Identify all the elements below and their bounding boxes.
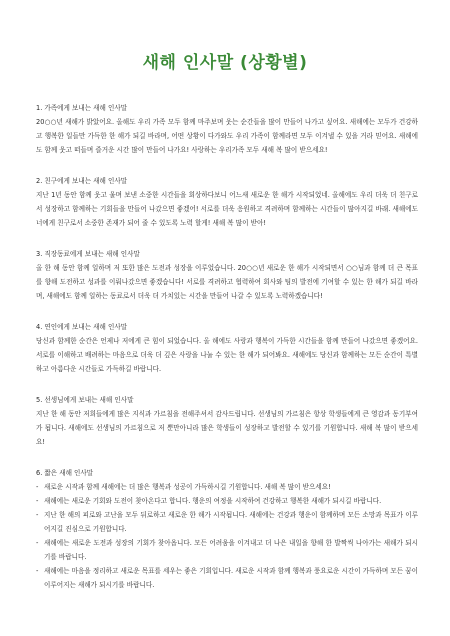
section-family bbox=[36, 101, 418, 157]
section-paragraph: 지난 한 해 동안 저희들에게 많은 지식과 가르침을 전해주셔서 감사드립니다. 선생님의 가르침은 항상 학생들에게 큰 영감과 동기부여가 됩니다. 새해에도 선생님의 가르침으로 저 뿐만아니라 많은 학생들이 성장하고 발전할 수 있기를 기원합니다. 새해 복 많이 받으세요! bbox=[36, 410, 418, 446]
section-heading: 3. 직장동료에게 보내는 새해 인사말 bbox=[36, 250, 140, 258]
section-lover bbox=[36, 320, 418, 376]
section-short bbox=[36, 466, 418, 592]
section-paragraph: 20○○년 새해가 밝았어요. 올해도 우리 가족 모두 함께 마주보며 웃는 순간들을 많이 만들어 나가고 싶어요. 새해에는 모두가 건강하고 행복한 일들만 가득한 한 해가 되길 바라며, 어떤 상황이 다가와도 우리 가족이 함께라면 모두 이겨낼 수 있을 거라 믿어요. 새해에도 함께 웃고 떠들며 즐거운 시간 많이 만들어 나가요! 사랑하는 우리가족 모두 새해 복 많이 받으세요! bbox=[36, 118, 418, 154]
section-heading: 4. 연인에게 보내는 새해 인사말 bbox=[36, 323, 128, 331]
list-item: - 새해에는 새로운 도전과 성장의 기회가 찾아옵니다. 모든 어려움을 이겨내고 더 나은 내일을 향해 한 발짝씩 나아가는 새해가 되시기를 바랍니다. bbox=[36, 536, 418, 564]
section-paragraph: 당신과 함께한 순간은 언제나 저에게 큰 힘이 되었습니다. 올 해에도 사랑과 행복이 가득한 시간들을 함께 만들어 나갔으면 좋겠어요. 서로를 이해하고 배려하는 마음으로 더욱 더 깊은 사랑을 나눌 수 있는 한 해가 되어봐요. 새해에도 당신과 함께하는 모든 순간이 특별하고 아름다운 시간들로 가득하길 바랍니다. bbox=[36, 337, 418, 373]
section-heading: 5. 선생님에게 보내는 새해 인사말 bbox=[36, 396, 134, 404]
section-coworker bbox=[36, 247, 418, 303]
section-heading: 6. 짧은 새해 인사말 bbox=[36, 469, 94, 477]
list-item: - 새해에는 마음을 정리하고 새로운 목표를 세우는 좋은 기회입니다. 새로운 시작과 함께 행복과 풍요로운 시간이 가득하며 모든 꿈이 이루어지는 새해가 되시기를 바랍니다. bbox=[36, 564, 418, 592]
section-heading: 2. 친구에게 보내는 새해 인사말 bbox=[36, 177, 128, 185]
document-body bbox=[36, 101, 418, 609]
short-greetings-list bbox=[36, 480, 418, 592]
list-item: - 지난 한 해의 피로와 고난을 모두 뒤로하고 새로운 한 해가 시작됩니다. 새해에는 건강과 행운이 함께하며 모든 소망과 목표가 이루어지길 진심으로 기원합니다. bbox=[36, 508, 418, 536]
section-teacher bbox=[36, 393, 418, 449]
list-item: - 새해에는 새로운 기회와 도전이 찾아온다고 합니다. 행운의 여정을 시작하여 건강하고 행복한 새해가 되시길 바랍니다. bbox=[36, 494, 418, 508]
list-item: - 새로운 시작과 함께 새해에는 더 많은 행복과 성공이 가득하시길 기원합니다. 새해 복 많이 받으세요! bbox=[36, 480, 418, 494]
section-paragraph: 올 한 해 동안 함께 일하며 저 또한 많은 도전과 성장을 이루었습니다. 20○○년 새로운 한 해가 시작되면서 ○○님과 함께 더 큰 목표를 향해 도전하고 성과를 이뤄나갔으면 좋겠습니다! 서로를 격려하고 협력하여 회사와 팀의 발전에 기여할 수 있는 한 해가 되길 바라며, 새해에도 함께 일하는 동료로서 더욱 더 가치있는 시간을 만들어 나갈 수 있도록 노력하겠습니다! bbox=[36, 264, 418, 300]
section-friend bbox=[36, 174, 418, 230]
document-title: 새해 인사말 (상황별) bbox=[142, 53, 308, 73]
section-heading: 1. 가족에게 보내는 새해 인사말 bbox=[36, 104, 128, 112]
section-paragraph: 지난 1년 동안 함께 웃고 울며 보낸 소중한 시간들을 회상하다보니 어느새 새로운 한 해가 시작되었네. 올해에도 우리 더욱 더 친구로서 성장하고 함께하는 기회들을 만들어 나갔으면 좋겠어! 서로를 더욱 응원하고 격려하며 함께하는 시간들이 많아지길 바래. 새해에도 너에게 친구로서 소중한 존재가 되어 줄 수 있도록 노력 할게! 새해 복 많이 받아! bbox=[36, 191, 418, 227]
